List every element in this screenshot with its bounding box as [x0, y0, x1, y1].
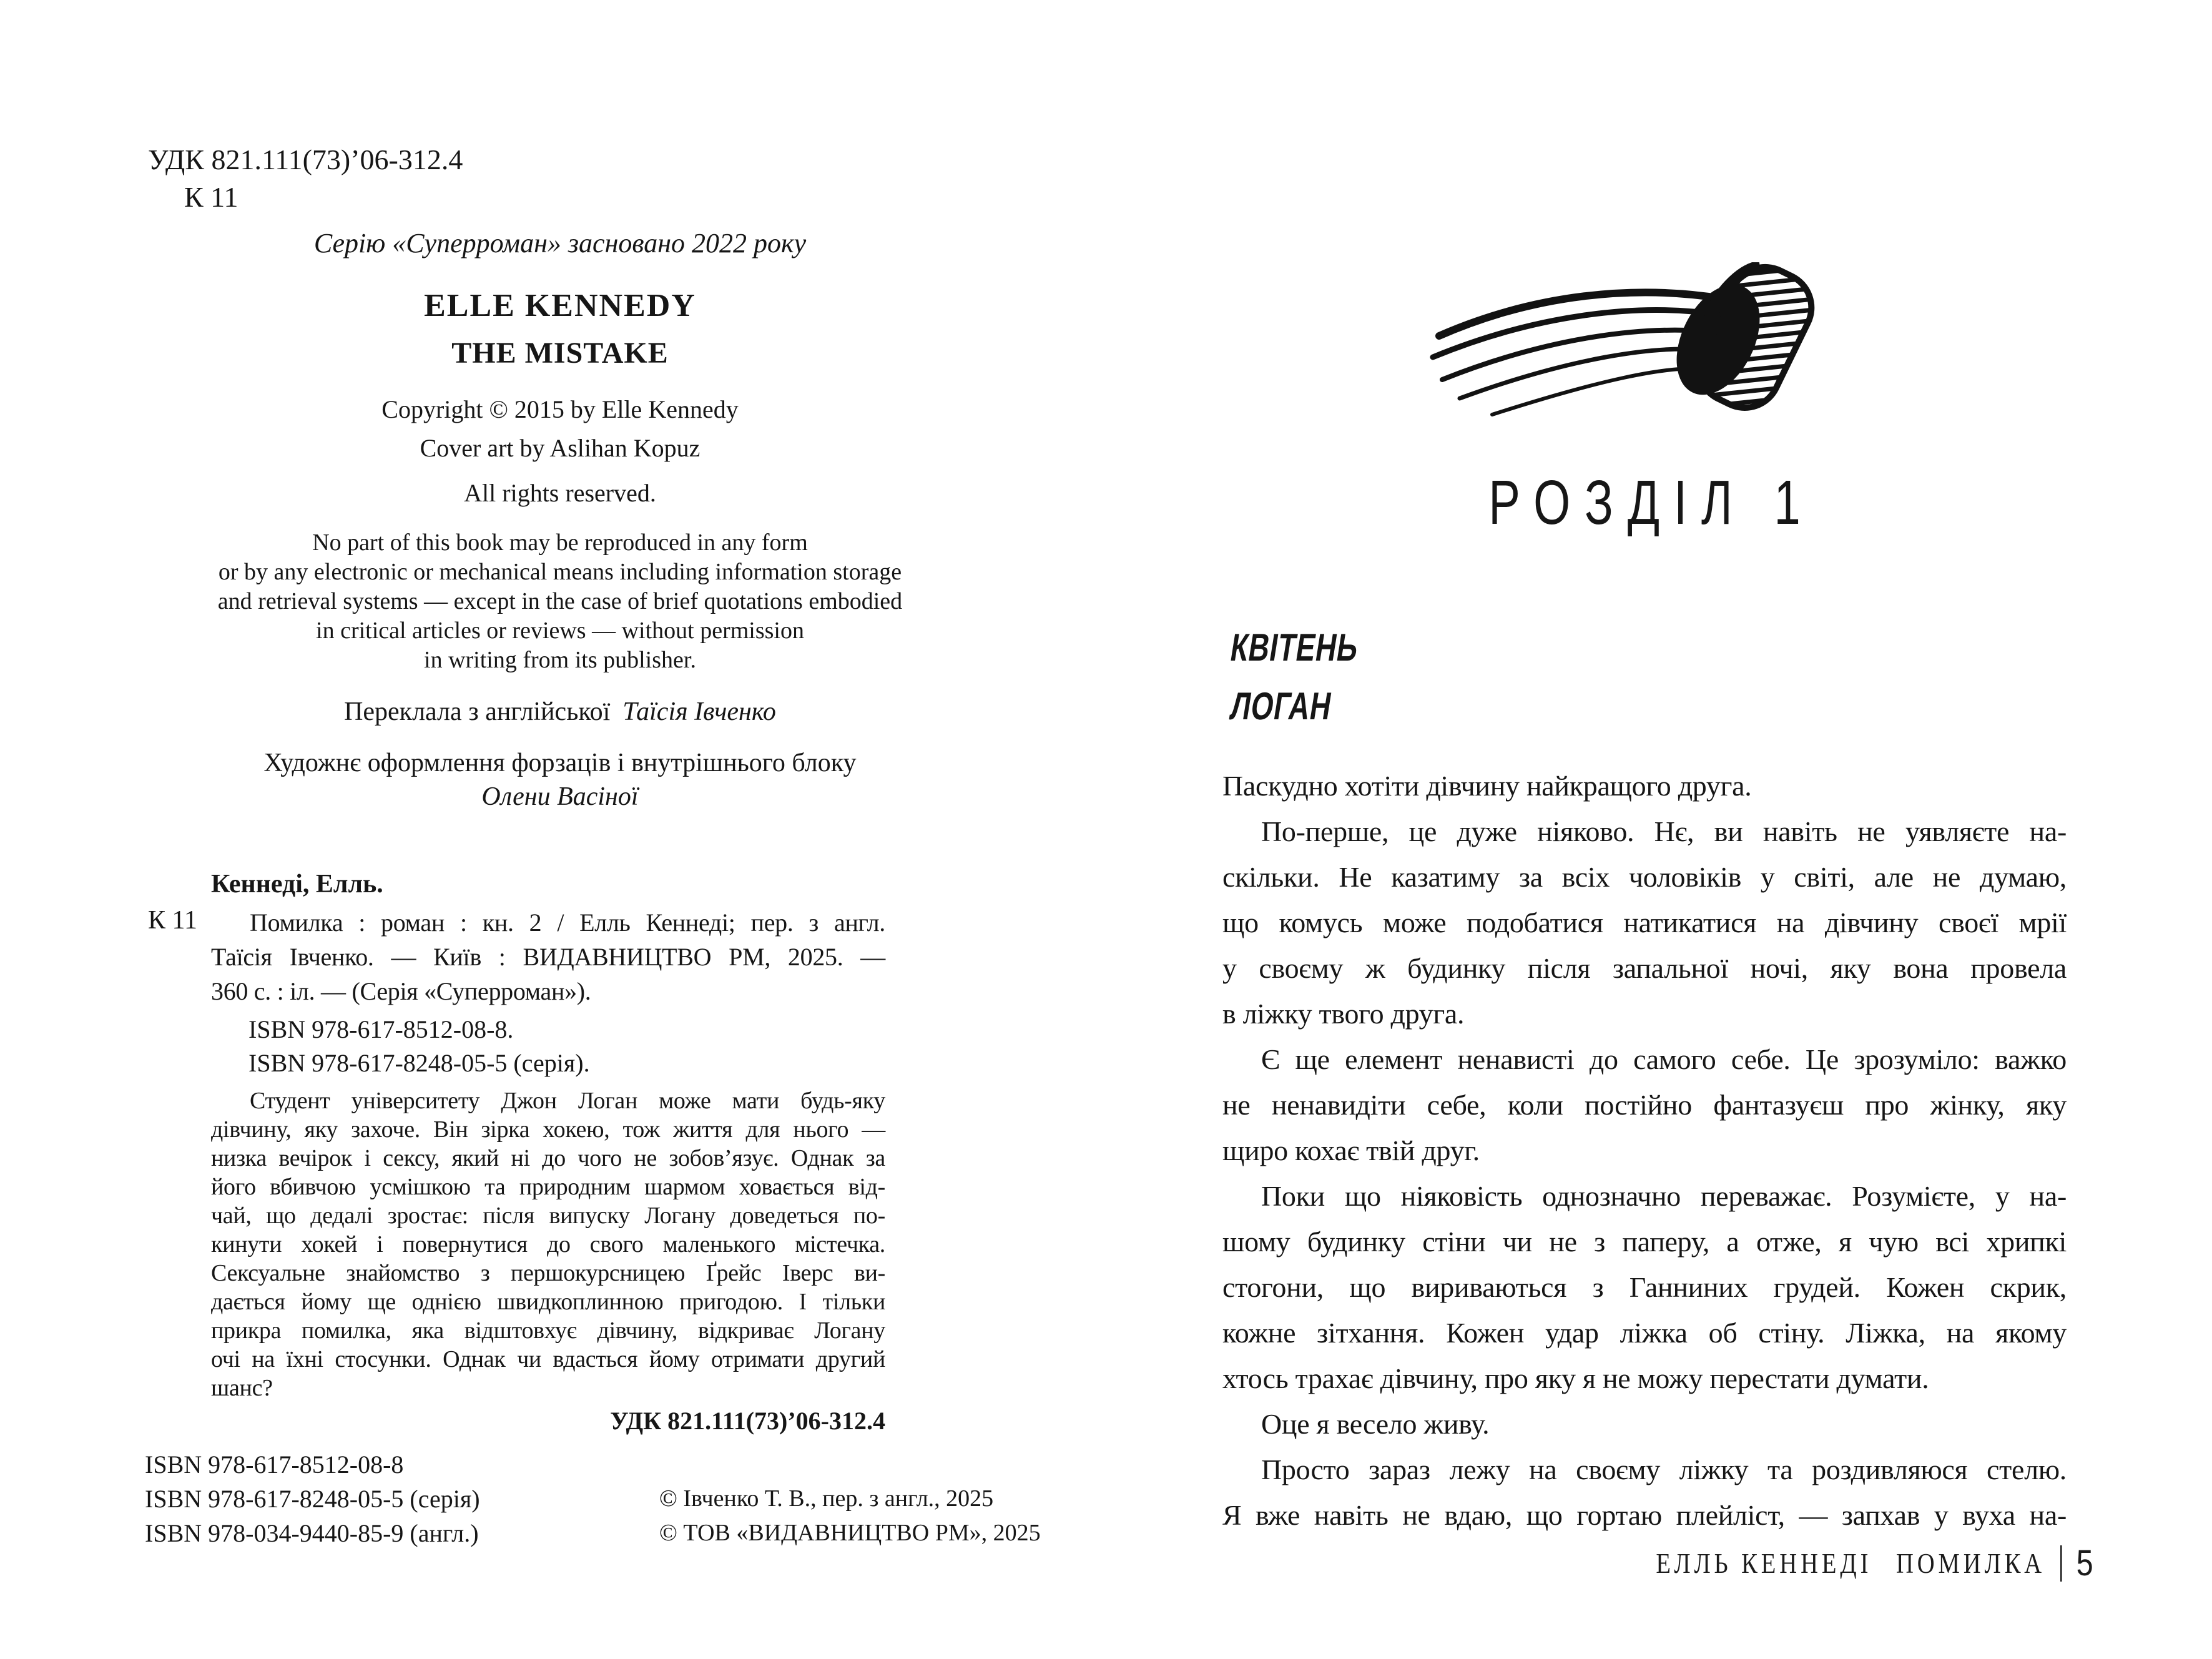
catalog-record-line: Таїсія Івченко. — Київ : ВИДАВНИЦТВО РМ, 2025. — [211, 943, 885, 971]
isbn-line: ISBN 978-034-9440-85-9 (англ.) [145, 1519, 479, 1547]
udk-classification [148, 141, 463, 216]
body-text-line: Просто зараз лежу на своєму ліжку та роздивляюся стелю. [1261, 1454, 2067, 1485]
annotation-line: Сексуальне знайомство з першокурсницею Ґрейс Іверс ви- [211, 1260, 885, 1286]
chapter-body-text [1222, 763, 2067, 1538]
annotation-line: його вбивчою усмішкою та природним шармом ховається від- [211, 1174, 885, 1200]
annotation-line: дівчину, яку захоче. Він зірка хокею, тож життя для нього — [211, 1116, 885, 1143]
body-text-line: шому будинку стіни чи не з паперу, а отже, я чую всі хрипкі [1222, 1226, 2067, 1258]
annotation-line: низка вечірок і сексу, який ні до чого не зобов’язує. Однак за [211, 1145, 885, 1171]
catalog-author-sign: К 11 [148, 906, 197, 935]
body-text-line: щиро кохає твій друг. [1222, 1135, 1480, 1166]
udk-classification-bottom: УДК 821.111(73)’06-312.4 [610, 1407, 885, 1435]
copyright-holder-line: © ТОВ «ВИДАВНИЦТВО РМ», 2025 [659, 1520, 1041, 1546]
author-sign-code: К 11 [184, 181, 238, 213]
body-text-line: Поки що ніяковість однозначно переважає. Розумієте, у на- [1261, 1180, 2067, 1212]
page-number: 5 [2076, 1543, 2093, 1583]
body-text-line: Паскудно хотіти дівчину найкращого друга. [1222, 770, 1752, 802]
translator-credit [145, 697, 975, 727]
annotation-line: прикра помилка, яка відштовхує дівчину, відкриває Логану [211, 1317, 885, 1344]
rights-notice-line: and retrieval systems — except in the case of brief quotations embodied [217, 588, 903, 614]
body-text-line: Я вже навіть не вдаю, що гортаю плейліст, — запхав у вуха на- [1222, 1499, 2067, 1531]
annotation-line: очі на їхні стосунки. Однак чи вдасться йому отримати другий [211, 1346, 885, 1372]
body-text-line: не ненавидіти себе, коли постійно фантазуєш про жінку, яку [1222, 1089, 2067, 1121]
body-text-line: Оце я весело живу. [1261, 1408, 1490, 1440]
translator-name: Таїсія Івченко [622, 697, 776, 726]
catalog-record-line: 360 с. : іл. — (Серія «Суперроман»). [211, 977, 591, 1005]
isbn-line: ISBN 978-617-8512-08-8 [145, 1450, 404, 1479]
body-text-line: стогони, що вириваються з Ганниних грудей. Кожен скрик, [1222, 1271, 2067, 1303]
copyright-line: Copyright © 2015 by Elle Kennedy [381, 395, 739, 423]
original-title: THE MISTAKE [451, 337, 669, 370]
rights-notice-line: in critical articles or reviews — without permission [316, 618, 804, 644]
running-footer [1656, 1542, 2093, 1584]
hockey-stick-swoosh-icon [1430, 262, 1842, 423]
design-credit: Художнє оформлення форзаців і внутрішнього блоку [263, 749, 857, 777]
catalog-record [211, 905, 885, 1008]
chapter-heading-text: РОЗДІЛ 1 [1488, 468, 1815, 538]
body-text-line: скільки. Не казатиму за всіх чоловіків у світі, але не думаю, [1222, 861, 2067, 893]
body-text-line: По-перше, це дуже ніяково. Нє, ви навіть не уявляєте на- [1261, 815, 2067, 847]
annotation-line: Студент університету Джон Логан може мати будь-яку [250, 1088, 885, 1114]
body-text-line: в ліжку твого друга. [1222, 998, 1465, 1030]
copyright-holders [659, 1482, 1041, 1550]
copyright-holder-line: © Івченко Т. В., пер. з англ., 2025 [659, 1485, 994, 1512]
annotation-line: шанс? [211, 1375, 273, 1401]
rights-notice [145, 528, 975, 675]
footer-divider [2060, 1545, 2062, 1582]
annotation-line: кинути хокей і повернутися до свого маленького містечка. [211, 1231, 885, 1258]
catalog-author-header: Кеннеді, Елль. [211, 870, 383, 898]
footer-title: ПОМИЛКА [1896, 1547, 2046, 1579]
rights-notice-line: in writing from its publisher. [424, 647, 696, 673]
catalog-isbn-line: ISBN 978-617-8512-08-8. [248, 1015, 514, 1043]
rights-notice-line: or by any electronic or mechanical means including information storage [218, 559, 902, 585]
body-text-line: що комусь може подобатися натикатися на дівчину своєї мрії [1222, 907, 2067, 938]
month-label: КВІТЕНЬ [1227, 626, 1362, 669]
annotation-line: дається йому ще однією швидкоплинною пригодою. І тільки [211, 1289, 885, 1315]
isbn-list [145, 1447, 480, 1550]
udk-number: УДК 821.111(73)’06-312.4 [148, 144, 463, 175]
cover-art-credit: Cover art by Aslihan Kopuz [420, 434, 700, 462]
rights-reserved-line: All rights reserved. [464, 479, 656, 507]
body-text-line: у своєму ж будинку після запальної ночі, яку вона провела [1222, 952, 2067, 984]
body-text-line: хтось трахає дівчину, про яку я не можу перестати думати. [1222, 1362, 1929, 1394]
catalog-isbn-line: ISBN 978-617-8248-05-5 (серія). [248, 1049, 590, 1077]
catalog-record-line: Помилка : роман : кн. 2 / Елль Кеннеді; пер. з англ. [250, 908, 885, 937]
catalog-isbn-list [248, 1013, 590, 1080]
original-author-name: ELLE KENNEDY [424, 288, 696, 323]
chapter-heading [1324, 467, 1965, 539]
body-text-line: кожне зітхання. Кожен удар ліжка об стіну. Ліжка, на якому [1222, 1317, 2067, 1349]
isbn-line: ISBN 978-617-8248-05-5 (серія) [145, 1485, 480, 1513]
translator-credit-prefix: Переклала з англійської [344, 697, 611, 726]
book-annotation [211, 1086, 885, 1402]
designer-name: Олени Васіної [481, 782, 639, 811]
body-text-line: Є ще елемент ненависті до самого себе. Це зрозуміло: важко [1261, 1043, 2067, 1075]
series-note: Серію «Суперроман» засновано 2022 року [313, 228, 807, 258]
annotation-line: чай, що дедалі зростає: після випуску Логану доведеться по- [211, 1203, 885, 1229]
narrator-label: ЛОГАН [1227, 685, 1335, 728]
footer-author: ЕЛЛЬ КЕННЕДІ [1656, 1547, 1872, 1579]
rights-notice-line: No part of this book may be reproduced in any form [312, 529, 808, 556]
